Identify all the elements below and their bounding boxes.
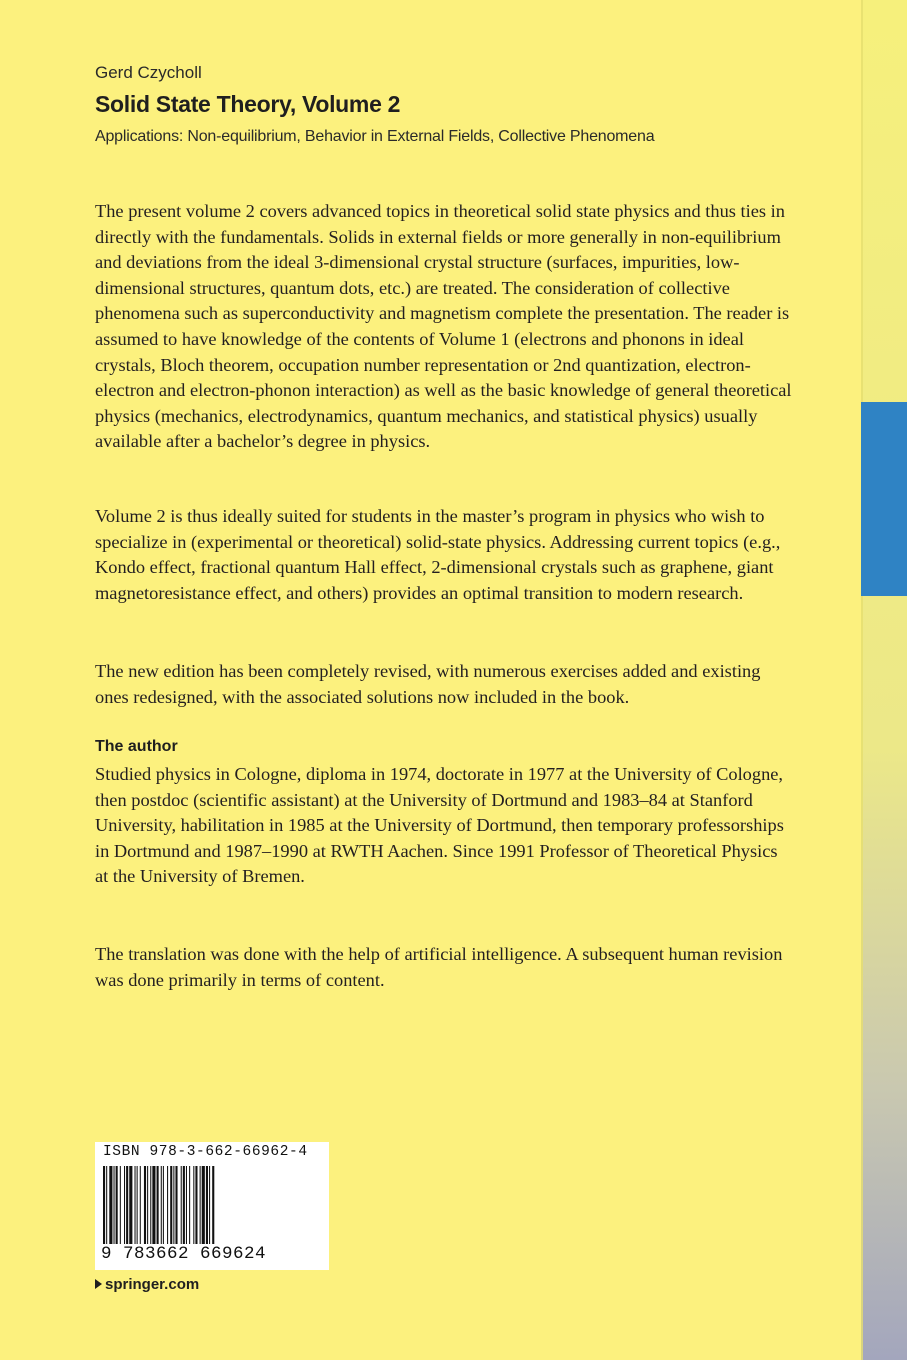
series-color-tab [861, 402, 907, 596]
isbn-label: ISBN 978-3-662-66962-4 [103, 1144, 308, 1160]
barcode-bar [186, 1166, 187, 1248]
author-bio: Studied physics in Cologne, diploma in 1974, doctorate in 1977 at the University of Cologne, then postdoc (scientific assistant) at the University of Dortmund and 1983–84 at Stanford University, habilitation in 1985 at the University of Dortmund, then temporary professorships in Dortmund and 1987–1990 at RWTH Aachen. Since 1991 Professor of Theoretical Physics at the University of Bremen. [95, 764, 784, 887]
barcode-bar [152, 1166, 155, 1248]
barcode-bar [147, 1166, 148, 1248]
barcode-bar [129, 1166, 132, 1248]
publisher-url: springer.com [105, 1276, 200, 1293]
description-paragraph-1: The present volume 2 covers advanced topics in theoretical solid state physics and thus ties in directly with the fundamentals. Solids in external fields or more generally in non-equilibrium and deviations from the ideal 3-dimensional crystal structure (surfaces, impurities, low-dimensional structures, quantum dots, etc.) are treated. The consideration of collective phenomena such as superconductivity and magnetism complete the presentation. The reader is assumed to have knowledge of the contents of Volume 1 (electrons and phonons in ideal crystals, Bloch theorem, occupation number representation or 2nd quantization, electron-electron and electron-phonon interaction) as well as the basic knowledge of general theoretical physics (mechanics, electrodynamics, quantum mechanics, and statistical physics) usually available after a bachelor’s degree in physics. [95, 201, 792, 452]
barcode-bar [212, 1166, 214, 1248]
barcode-bar [137, 1166, 138, 1248]
barcode-box [95, 1142, 329, 1270]
barcode-bar [157, 1166, 159, 1248]
publisher-link[interactable] [95, 1276, 199, 1293]
barcode-bar [103, 1166, 105, 1248]
barcode-bar [193, 1166, 194, 1248]
barcode-bar [109, 1166, 112, 1248]
barcode-bar [202, 1166, 205, 1248]
barcode-bar [175, 1166, 177, 1248]
barcode-bars [103, 1166, 323, 1248]
barcode-bar [135, 1166, 136, 1248]
barcode-bar [106, 1166, 107, 1248]
barcode-bar [114, 1166, 115, 1248]
book-title: Solid State Theory, Volume 2 [95, 91, 401, 117]
barcode-bar [150, 1166, 151, 1248]
translation-note: The translation was done with the help of artificial intelligence. A subsequent human revision was done primarily in terms of content. [95, 944, 783, 990]
barcode-bar [195, 1166, 197, 1248]
description-paragraph-3: The new edition has been completely revised, with numerous exercises added and existing ones redesigned, with the associated solutions now included in the book. [95, 661, 761, 707]
arrow-right-icon [95, 1279, 102, 1289]
barcode-bar [173, 1166, 174, 1248]
barcode-bar [181, 1166, 182, 1248]
description-paragraph-2: Volume 2 is thus ideally suited for students in the master’s program in physics who wish to specialize in (experimental or theoretical) solid-state physics. Addressing current topics (e.g., Kondo effect, fractional quantum Hall effect, 2-dimensional crystals such as graphene, giant magnetoresistance effect, and others) provides an optimal transition to modern research. [95, 506, 781, 603]
author-heading: The author [95, 738, 178, 755]
barcode-bar [140, 1166, 141, 1248]
spine-edge [861, 0, 907, 1360]
barcode-bar [144, 1166, 146, 1248]
barcode-bar [161, 1166, 162, 1248]
barcode-bar [126, 1166, 128, 1248]
barcode-digits: 9 783662 669624 [101, 1244, 267, 1264]
barcode-bar [206, 1166, 208, 1248]
book-subtitle: Applications: Non-equilibrium, Behavior in External Fields, Collective Phenomena [95, 128, 655, 145]
barcode-bar [183, 1166, 185, 1248]
barcode-bar [170, 1166, 172, 1248]
author-name: Gerd Czycholl [95, 63, 202, 82]
barcode-bar [116, 1166, 118, 1248]
barcode-bar [163, 1166, 164, 1248]
barcode-bar [209, 1166, 210, 1248]
barcode-bar [200, 1166, 201, 1248]
barcode-bar [124, 1166, 125, 1248]
barcode-bar [167, 1166, 168, 1248]
barcode-bar [120, 1166, 121, 1248]
barcode-bar [189, 1166, 190, 1248]
